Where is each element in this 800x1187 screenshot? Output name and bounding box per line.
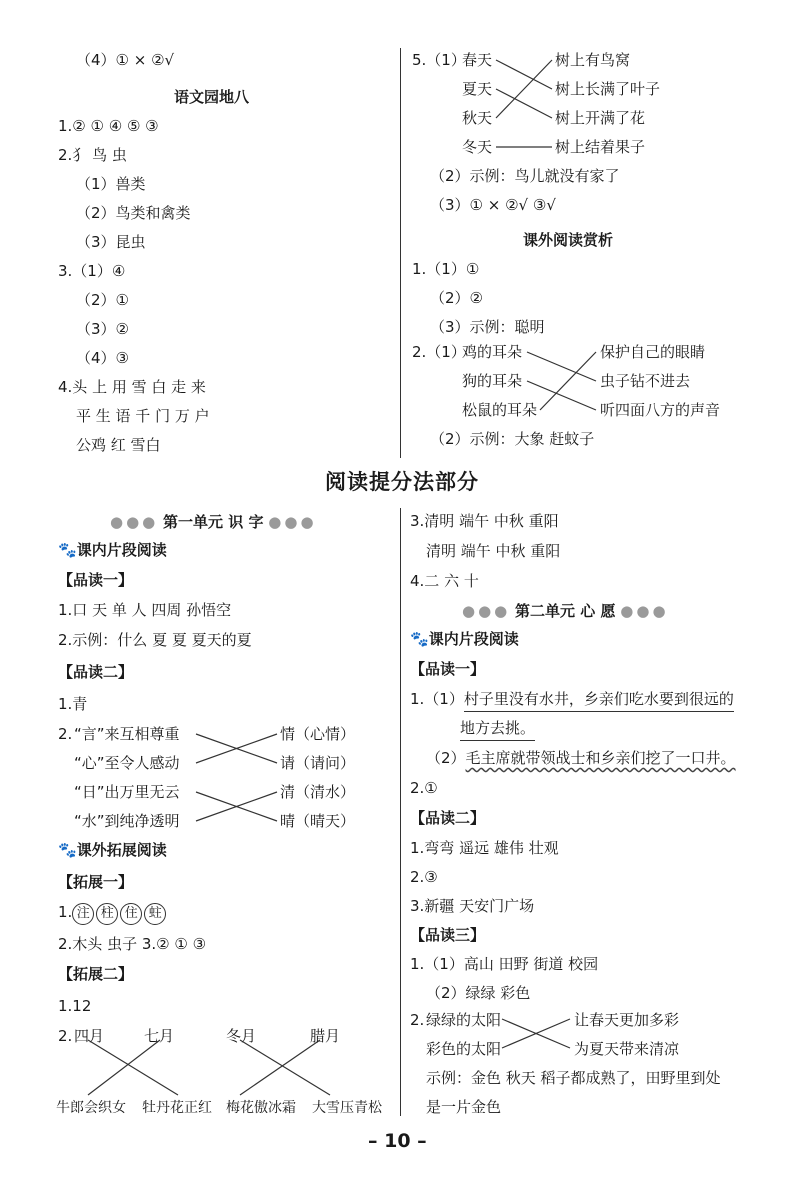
answer-line: 2.① xyxy=(410,779,438,797)
char-match-left: “心”至令人感动 xyxy=(74,754,180,772)
underlined-answer: 村子里没有水井，乡亲们吃水要到很远的 xyxy=(464,690,734,712)
match-line-chicken-ear xyxy=(527,352,596,381)
answer-line: 3.清明 端午 中秋 重阳 xyxy=(410,512,559,530)
sun-label: 绿绿的太阳 xyxy=(426,1011,502,1029)
circled-answer-line xyxy=(58,902,168,925)
char-match-right: 清（清水） xyxy=(280,783,356,801)
answer-line: （2）② xyxy=(430,289,483,307)
question-prefix: 1. xyxy=(58,903,73,921)
decorative-dots: ●●● xyxy=(268,513,317,531)
season-label: 春天 xyxy=(462,51,493,69)
char-match-left: “日”出万里无云 xyxy=(74,783,180,801)
answer-line: 1.口 天 单 人 四周 孙悟空 xyxy=(58,601,232,619)
match-line-spring xyxy=(496,60,552,89)
paw-icon: 🐾 xyxy=(410,630,429,648)
bracket-heading: 【品读一】 xyxy=(58,571,134,589)
answer-line: （2）① xyxy=(76,291,129,309)
paw-icon: 🐾 xyxy=(58,541,77,559)
season-label: 秋天 xyxy=(462,109,493,127)
ear-label: 松鼠的耳朵 xyxy=(462,401,538,419)
month-label: 四月 xyxy=(74,1027,105,1045)
circled-char: 住 xyxy=(120,903,142,925)
answer-line: （3）② xyxy=(76,320,129,338)
char-match-left: “言”来互相尊重 xyxy=(74,725,180,743)
answer-line: 4.头 上 用 雪 白 走 来 xyxy=(58,378,206,396)
bracket-heading: 【品读一】 xyxy=(410,660,486,678)
match-line-dog-ear xyxy=(527,381,596,410)
month-phrase: 牛郎会织女 xyxy=(56,1100,126,1116)
answer-line: 2.示例：什么 夏 夏 夏天的夏 xyxy=(58,631,252,649)
subsection-label: 课外拓展阅读 xyxy=(76,841,167,859)
tree-label: 树上开满了花 xyxy=(555,109,646,127)
answer-line: 3.新疆 天安门广场 xyxy=(410,897,535,915)
match-line-layue xyxy=(240,1040,320,1095)
answer-line: 1.青 xyxy=(58,695,88,713)
char-match-left: “水”到纯净透明 xyxy=(74,812,180,830)
decorative-dots: ●●● xyxy=(110,513,159,531)
bracket-heading: 【拓展二】 xyxy=(58,965,134,983)
bracket-heading: 【品读二】 xyxy=(58,663,134,681)
use-label: 听四面八方的声音 xyxy=(600,401,721,419)
unit-title: 第二单元 心 愿 xyxy=(515,602,616,620)
answer-line: （2）绿绿 彩色 xyxy=(426,984,531,1002)
month-label: 冬月 xyxy=(226,1027,257,1045)
answer-line: （3）昆虫 xyxy=(76,233,146,251)
bracket-heading: 【拓展一】 xyxy=(58,873,134,891)
subsection-label: 课内片段阅读 xyxy=(428,630,519,648)
ear-label: 狗的耳朵 xyxy=(462,372,523,390)
paw-icon: 🐾 xyxy=(58,841,77,859)
season-label: 夏天 xyxy=(462,80,493,98)
answer-line: 1.② ① ④ ⑤ ③ xyxy=(58,117,159,135)
sun-label: 彩色的太阳 xyxy=(426,1040,502,1058)
match-line-dongyue xyxy=(240,1040,330,1095)
month-phrase: 牡丹花正红 xyxy=(142,1100,212,1116)
answer-line: 1.（1）① xyxy=(412,260,480,278)
char-match-right: 情（心情） xyxy=(280,725,356,743)
answer-line: （4）① × ②√ xyxy=(76,51,175,69)
subsection-heading xyxy=(58,540,167,560)
circled-char: 柱 xyxy=(96,903,118,925)
use-label: 保护自己的眼睛 xyxy=(600,343,706,361)
answer-line: 2.犭 鸟 虫 xyxy=(58,146,127,164)
answer-line: 1.（1）高山 田野 街道 校园 xyxy=(410,955,599,973)
unit-title: 第一单元 识 字 xyxy=(163,513,264,531)
tree-label: 树上有鸟窝 xyxy=(555,51,631,69)
answer-line: （3）① × ②√ ③√ xyxy=(430,196,556,214)
underlined-answer: 地方去挑。 xyxy=(460,719,535,741)
question-prefix: 5.（1） xyxy=(412,51,466,69)
question-prefix: 2.（1） xyxy=(412,343,466,361)
bracket-heading: 【品读二】 xyxy=(410,809,486,827)
section-heading-reading: 课外阅读赏析 xyxy=(523,231,614,249)
tree-label: 树上长满了叶子 xyxy=(555,80,661,98)
subsection-heading xyxy=(58,840,167,860)
month-label: 腊月 xyxy=(310,1027,341,1045)
use-label: 虫子钻不进去 xyxy=(600,372,691,390)
question-prefix: （2） xyxy=(426,749,466,767)
answer-line: 清明 端午 中秋 重阳 xyxy=(426,542,561,560)
section-heading-yuwen: 语文园地八 xyxy=(174,88,250,106)
answer-line: 平 生 语 千 门 万 户 xyxy=(76,407,210,425)
char-match-right: 请（请问） xyxy=(280,754,356,772)
wavy-underlined-answer: 毛主席就带领战士和乡亲们挖了一口井。 xyxy=(465,749,736,767)
sun-target-label: 让春天更加多彩 xyxy=(574,1011,680,1029)
month-phrase: 梅花傲冰霜 xyxy=(226,1100,296,1116)
decorative-dots: ●●● xyxy=(462,602,511,620)
answer-line: 示例：金色 秋天 稻子都成熟了，田野里到处 xyxy=(426,1069,721,1087)
char-match-right: 晴（晴天） xyxy=(280,812,356,830)
match-line-july xyxy=(88,1040,160,1095)
main-title: 阅读提分法部分 xyxy=(325,470,479,494)
answer-line: 1.弯弯 遥远 雄伟 壮观 xyxy=(410,839,559,857)
answer-line: （1）兽类 xyxy=(76,175,146,193)
answer-line: （3）示例：聪明 xyxy=(430,318,545,336)
answer-line xyxy=(460,718,535,738)
question-prefix: 2. xyxy=(58,1027,73,1045)
answer-line: 1.12 xyxy=(58,997,92,1015)
answer-line xyxy=(410,689,734,709)
tree-label: 树上结着果子 xyxy=(555,138,646,156)
season-label: 冬天 xyxy=(462,138,493,156)
answer-line: 3.（1）④ xyxy=(58,262,126,280)
answer-line: 是一片金色 xyxy=(426,1098,502,1116)
question-prefix: 1.（1） xyxy=(410,690,464,708)
question-prefix: 2. xyxy=(58,725,73,743)
answer-line: （2）示例：鸟儿就没有家了 xyxy=(430,167,620,185)
unit-heading xyxy=(110,512,317,532)
subsection-heading xyxy=(410,629,519,649)
answer-line: 4.二 六 十 xyxy=(410,572,479,590)
match-line-summer xyxy=(496,89,552,118)
bracket-heading: 【品读三】 xyxy=(410,926,486,944)
answer-line: 公鸡 红 雪白 xyxy=(76,436,161,454)
page-number: – 10 – xyxy=(368,1130,427,1152)
answer-line: 2.③ xyxy=(410,868,438,886)
answer-line: （4）③ xyxy=(76,349,129,367)
match-line-april xyxy=(88,1040,178,1095)
match-line-autumn xyxy=(496,60,552,118)
subsection-label: 课内片段阅读 xyxy=(76,541,167,559)
answer-line: 2.木头 虫子 3.② ① ③ xyxy=(58,935,207,953)
question-prefix: 2. xyxy=(410,1011,425,1029)
month-label: 七月 xyxy=(144,1027,175,1045)
answer-line: （2）示例：大象 赶蚊子 xyxy=(430,430,595,448)
answer-line xyxy=(426,748,736,768)
month-phrase: 大雪压青松 xyxy=(312,1100,382,1116)
circled-char: 注 xyxy=(72,903,94,925)
answer-line: （2）鸟类和禽类 xyxy=(76,204,191,222)
sun-target-label: 为夏天带来清凉 xyxy=(574,1040,680,1058)
decorative-dots: ●●● xyxy=(620,602,669,620)
circled-char: 蛀 xyxy=(144,903,166,925)
unit-heading xyxy=(462,601,669,621)
ear-label: 鸡的耳朵 xyxy=(462,343,523,361)
